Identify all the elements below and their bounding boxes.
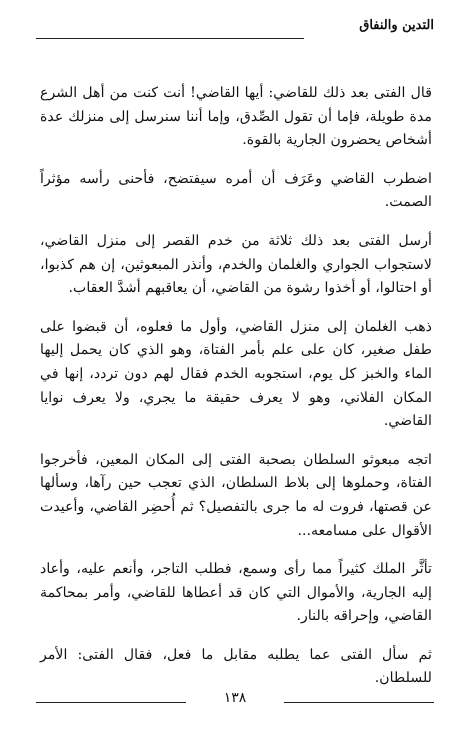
running-head-title: التدين والنفاق <box>359 18 434 33</box>
header-rule <box>36 38 304 39</box>
paragraph-4: ذهب الغلمان إلى منزل القاضي، وأول ما فعلوه، أن قبضوا على طفل صغير، كان على علم بأمر الفتاة، وهو الذي كان يحمل إليها الماء والخبز كل يوم، استجوبه الخدم فقال لهم دون تردد، إنها في المكان الفلاني، وهو لا يعرف حقيقة ما يجري، ولا يعرف نوايا القاضي. <box>40 318 432 430</box>
page-number: ١٣٨ <box>223 690 247 706</box>
paragraph-7: ثم سأل الفتى عما يطلبه مقابل ما فعل، فقال الفتى: الأمر للسلطان. <box>40 646 432 687</box>
paragraph-6: تأثَّر الملك كثيراً مما رأى وسمع، فطلب التاجر، وأنعم عليه، وأعاد إليه الجارية، والأموال التي كان قد أعطاها للقاضي، وأمر بمحاكمة القاضي، وإحراقه بالنار. <box>40 561 432 625</box>
paragraph-5: اتجه مبعوثو السلطان بصحبة الفتى إلى المكان المعين، فأخرجوا الفتاة، وحملوها إلى بلاط السلطان، الذي تعجب حين رآها، وسألها عن قصتها، فروت له ما جرى بالتفصيل؟ ثم أُحضِر القاضي، وأعيدت الأقوال على مسامعه... <box>40 451 432 539</box>
page-header <box>36 14 434 44</box>
paragraph-3: أرسل الفتى بعد ذلك ثلاثة من خدم القصر إلى منزل القاضي، لاستجواب الجواري والغلمان والخدم، وأنذر المبعوثين، إن هم كذبوا، أو احتالوا، أو أخذوا رشوة من القاضي، أن يعاقبهم أشدَّ العقاب. <box>40 232 432 297</box>
footer-rule-right <box>284 702 434 703</box>
page-body <box>40 82 432 706</box>
paragraph-1: قال الفتى بعد ذلك للقاضي: أيها القاضي! أنت كنت من أهل الشرع مدة طويلة، فإما أن تقول الصِّدق، وإما أننا سنرسل إلى منزلك عدة أشخاص يحضرون الجارية بالقوة. <box>40 85 432 149</box>
paragraph-2: اضطرب القاضي وعَرَف أن أمره سيفتضح، فأحنى رأسه مؤثراً الصمت. <box>40 170 432 211</box>
page-footer <box>36 688 434 708</box>
